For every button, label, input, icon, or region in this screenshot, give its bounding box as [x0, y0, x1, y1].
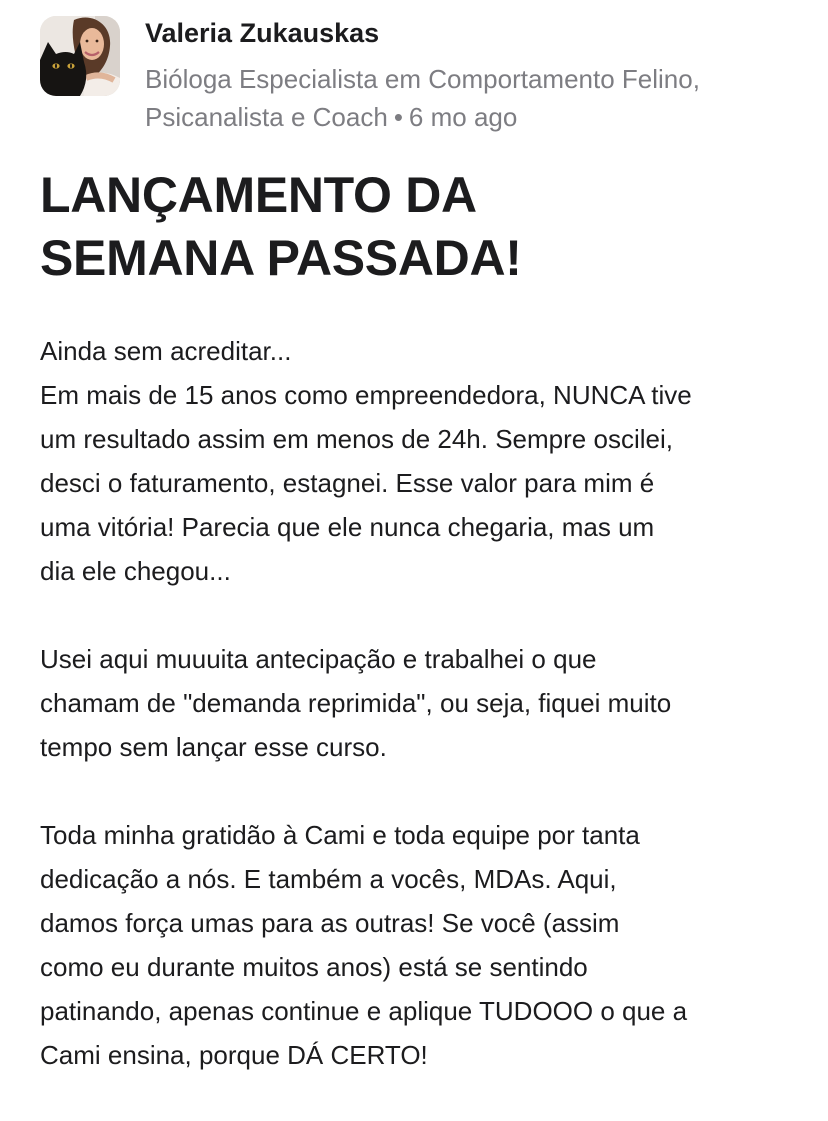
author-headline-line-2 [145, 98, 795, 136]
body-line: desci o faturamento, estagnei. Esse valor para mim é [40, 468, 655, 498]
post-header [40, 16, 800, 132]
body-line: uma vitória! Parecia que ele nunca chegaria, mas um [40, 512, 655, 542]
body-line: dedicação a nós. E também a vocês, MDAs. Aqui, [40, 864, 617, 894]
body-line: Ainda sem acreditar... [40, 336, 292, 366]
author-avatar[interactable] [40, 16, 120, 96]
post-body [40, 329, 810, 1121]
body-line: damos força umas para as outras! Se você (assim [40, 908, 620, 938]
body-line: patinando, apenas continue e aplique TUDOOO o que a [40, 996, 688, 1026]
author-name[interactable]: Valeria Zukauskas [145, 18, 380, 48]
post-title [40, 164, 800, 290]
body-line: Cami ensina, porque DÁ CERTO! [40, 1040, 428, 1070]
body-line: chamam de "demanda reprimida", ou seja, fiquei muito [40, 688, 672, 718]
body-line: Toda minha gratidão à Cami e toda equipe por tanta [40, 820, 640, 850]
post-paragraph-1 [40, 329, 810, 593]
post-title-line-2: SEMANA PASSADA! [40, 230, 522, 286]
meta-separator-dot: • [393, 102, 403, 132]
body-line: Em mais de 15 anos como empreendedora, NUNCA tive [40, 380, 692, 410]
author-headline-line-1: Bióloga Especialista em Comportamento Felino, [145, 64, 700, 94]
body-line: um resultado assim em menos de 24h. Sempre oscilei, [40, 424, 673, 454]
author-meta [145, 60, 795, 136]
body-line: Usei aqui muuuita antecipação e trabalhei o que [40, 644, 597, 674]
body-line: tempo sem lançar esse curso. [40, 732, 387, 762]
body-line: como eu durante muitos anos) está se sentindo [40, 952, 588, 982]
post-title-line-1: LANÇAMENTO DA [40, 167, 477, 223]
post-timestamp: 6 mo ago [408, 102, 518, 132]
profile-photo-icon [40, 16, 120, 96]
post-paragraph-2 [40, 637, 810, 769]
author-headline-text: Psicanalista e Coach [145, 102, 388, 132]
post-paragraph-3 [40, 813, 810, 1077]
body-line: dia ele chegou... [40, 556, 231, 586]
